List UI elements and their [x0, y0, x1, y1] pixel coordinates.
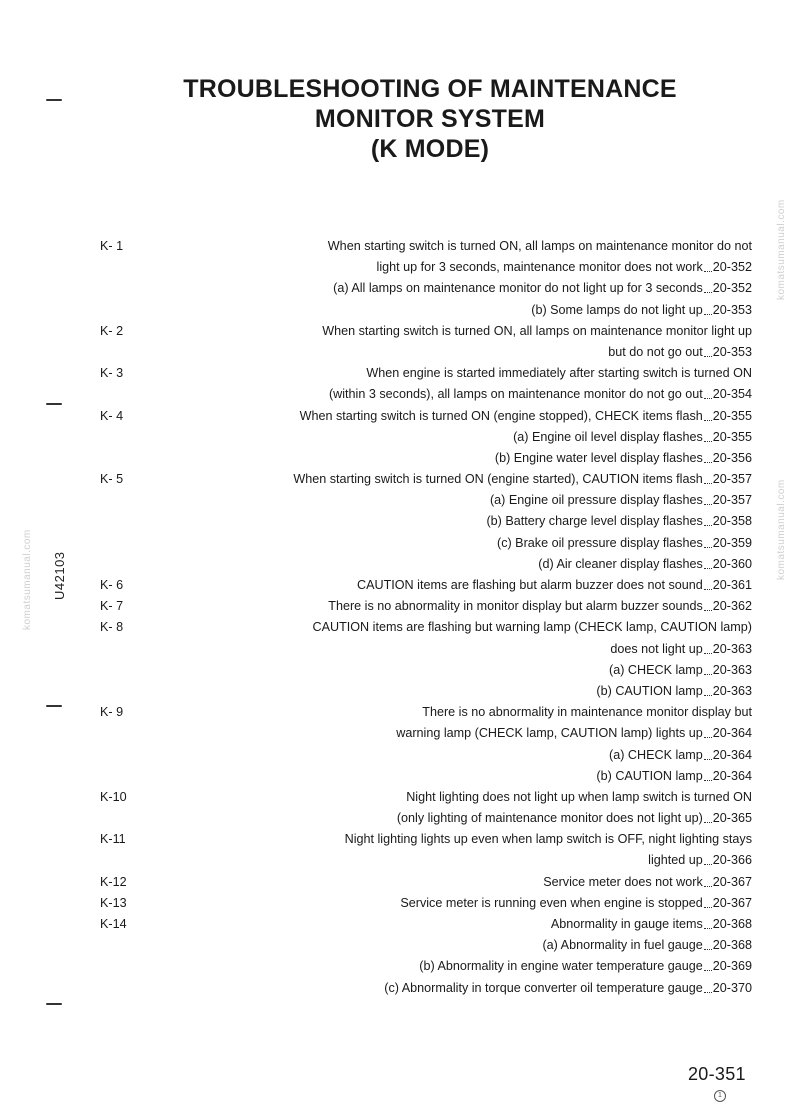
toc-row	[0, 787, 794, 808]
toc-entry	[396, 723, 752, 744]
toc-page-ref: 20-363	[712, 641, 752, 656]
toc-code: K- 5	[100, 472, 124, 487]
toc-leader-dots	[704, 427, 712, 442]
toc-page-ref: 20-369	[712, 959, 752, 974]
toc-entry-text: (b) Abnormality in engine water temperature gauge	[419, 959, 703, 974]
toc-leader-dots	[704, 469, 712, 484]
toc-leader-dots	[704, 554, 712, 569]
toc-leader-dots	[704, 533, 712, 548]
toc-entry	[542, 935, 752, 956]
toc-row	[0, 702, 794, 723]
binding-mark	[46, 99, 62, 101]
toc-entry	[648, 850, 752, 871]
toc-entry	[495, 448, 752, 469]
watermark-left: komatsumanual.com	[22, 529, 33, 630]
toc-entry	[322, 321, 752, 342]
toc-page-ref: 20-352	[712, 260, 752, 275]
toc-leader-dots	[704, 766, 712, 781]
toc-page-ref: 20-364	[712, 768, 752, 783]
toc-entry	[486, 511, 752, 532]
toc-row	[0, 617, 794, 638]
toc-entry-text: CAUTION items are flashing but warning lamp (CHECK lamp, CAUTION lamp)	[312, 620, 752, 635]
page-number: 20-351	[688, 1064, 746, 1084]
toc-leader-dots	[704, 914, 712, 929]
toc-entry-text: (b) Engine water level display flashes	[494, 450, 703, 465]
toc-row	[0, 681, 794, 702]
toc-entry-text: Abnormality in gauge items	[550, 917, 703, 931]
title-line-1: TROUBLESHOOTING OF MAINTENANCE	[183, 75, 677, 103]
toc-row	[0, 427, 794, 448]
toc-entry-text: does not light up	[610, 641, 703, 656]
toc-page-ref: 20-370	[712, 980, 752, 995]
toc-leader-dots	[704, 300, 712, 315]
toc-page-ref: 20-362	[712, 599, 752, 614]
toc-page-ref: 20-352	[712, 281, 752, 296]
toc-entry-text: (d) Air cleaner display flashes	[538, 556, 703, 571]
toc-entry	[596, 766, 752, 787]
toc-code: K- 9	[100, 705, 124, 720]
toc-page-ref: 20-357	[712, 493, 752, 508]
toc-page-ref: 20-361	[712, 578, 752, 592]
toc-code: K- 4	[100, 408, 124, 423]
toc-page-ref: 20-360	[712, 556, 752, 571]
toc-entry	[400, 893, 752, 914]
toc-row	[0, 278, 794, 299]
toc-row	[0, 660, 794, 681]
toc-leader-dots	[704, 278, 712, 293]
toc-entry	[377, 257, 752, 278]
toc-entry-text: When engine is started immediately after starting switch is turned ON	[366, 366, 752, 381]
toc-entry-text: There is no abnormality in monitor display but alarm buzzer sounds	[328, 599, 703, 614]
watermark-right: komatsumanual.com	[776, 479, 787, 580]
toc-entry-text: Service meter is running even when engine is stopped	[400, 895, 703, 910]
toc-page-ref: 20-355	[712, 408, 752, 423]
toc-row	[0, 490, 794, 511]
toc-entry-text: (only lighting of maintenance monitor does not light up)	[396, 811, 703, 826]
toc-entry	[551, 914, 752, 935]
toc-row	[0, 850, 794, 871]
toc-entry	[312, 617, 752, 638]
toc-entry	[610, 639, 752, 660]
toc-entry	[609, 745, 752, 766]
toc-row	[0, 723, 794, 744]
toc-row	[0, 596, 794, 617]
watermark-right-upper: komatsumanual.com	[776, 199, 787, 300]
toc-leader-dots	[704, 935, 712, 950]
toc-page-ref: 20-354	[712, 387, 752, 402]
toc-entry-text: When starting switch is turned ON, all lamps on maintenance monitor do not	[327, 239, 752, 253]
toc-leader-dots	[704, 893, 712, 908]
toc-entry-text: There is no abnormality in maintenance monitor display but	[422, 705, 752, 720]
toc-row	[0, 321, 794, 342]
toc-page-ref: 20-364	[712, 726, 752, 741]
toc-entry	[513, 427, 752, 448]
document-code: U42103	[52, 551, 67, 600]
toc-leader-dots	[704, 956, 712, 971]
toc-entry-text: (a) All lamps on maintenance monitor do not light up for 3 seconds	[333, 281, 703, 296]
toc-leader-dots	[704, 448, 712, 463]
toc-leader-dots	[704, 575, 712, 590]
toc-page-ref: 20-357	[712, 472, 752, 487]
toc-entry	[384, 978, 752, 999]
toc-entry-text: light up for 3 seconds, maintenance monitor does not work	[376, 260, 703, 275]
toc-leader-dots	[704, 681, 712, 696]
toc-code: K- 1	[100, 239, 124, 253]
toc-entry	[531, 300, 752, 321]
toc-entry-text: Service meter does not work	[543, 874, 703, 889]
toc-row	[0, 829, 794, 850]
title-line-2: MONITOR SYSTEM	[314, 105, 546, 133]
toc-entry-text: warning lamp (CHECK lamp, CAUTION lamp) lights up	[396, 726, 703, 741]
toc-entry	[357, 575, 752, 596]
toc-row	[0, 469, 794, 490]
toc-page-ref: 20-363	[712, 662, 752, 677]
toc-entry-text: (a) CHECK lamp	[609, 662, 703, 677]
toc-entry-text: CAUTION items are flashing but alarm buzzer does not sound	[356, 578, 703, 592]
toc-entry-text: (a) Engine oil level display flashes	[513, 429, 703, 444]
toc-leader-dots	[704, 808, 712, 823]
toc-row	[0, 914, 794, 935]
toc-page-ref: 20-366	[712, 853, 752, 868]
toc-leader-dots	[704, 490, 712, 505]
page-title	[120, 74, 740, 164]
toc-entry	[300, 406, 752, 427]
toc-entry	[490, 490, 752, 511]
toc-leader-dots	[704, 850, 712, 865]
toc-entry-text: (b) CAUTION lamp	[596, 768, 703, 783]
toc-page-ref: 20-368	[712, 917, 752, 931]
toc-code: K- 7	[100, 599, 124, 614]
toc-entry	[333, 278, 752, 299]
toc-code: K-11	[100, 832, 126, 847]
toc-row	[0, 978, 794, 999]
toc-row	[0, 236, 794, 257]
toc-entry-text: (within 3 seconds), all lamps on maintenance monitor do not go out	[328, 387, 703, 402]
toc-leader-dots	[704, 511, 712, 526]
toc-entry	[419, 956, 752, 977]
toc-row	[0, 554, 794, 575]
revision-mark: 1	[714, 1090, 726, 1102]
toc-leader-dots	[704, 342, 712, 357]
toc-entry	[329, 384, 752, 405]
toc-code: K-13	[100, 895, 127, 910]
toc-entry-text: When starting switch is turned ON (engine stopped), CHECK items flash	[299, 408, 703, 423]
toc-entry	[497, 533, 752, 554]
toc-page-ref: 20-363	[712, 683, 752, 698]
toc-leader-dots	[704, 745, 712, 760]
toc-leader-dots	[704, 257, 712, 272]
toc-entry-text: Night lighting lights up even when lamp switch is OFF, night lighting stays	[344, 832, 752, 847]
toc-leader-dots	[704, 596, 712, 611]
toc-page-ref: 20-367	[712, 874, 752, 889]
toc-row	[0, 872, 794, 893]
toc-row	[0, 511, 794, 532]
toc-leader-dots	[704, 406, 712, 421]
toc-row	[0, 935, 794, 956]
toc-row	[0, 300, 794, 321]
toc-code: K- 3	[100, 366, 124, 381]
toc-entry	[608, 342, 752, 363]
toc-leader-dots	[704, 872, 712, 887]
toc-page-ref: 20-353	[712, 302, 752, 317]
toc-row	[0, 448, 794, 469]
toc-page-ref: 20-365	[712, 811, 752, 826]
toc-page-ref: 20-358	[712, 514, 752, 529]
toc-entry	[328, 236, 752, 257]
toc-row	[0, 575, 794, 596]
toc-entry-text: but do not go out	[608, 344, 703, 359]
toc-page-ref: 20-355	[712, 429, 752, 444]
toc-entry	[422, 702, 752, 723]
toc-entry	[596, 681, 752, 702]
toc-entry	[609, 660, 752, 681]
toc-code: K- 6	[100, 578, 124, 592]
toc-entry-text: Night lighting does not light up when lamp switch is turned ON	[406, 789, 752, 804]
toc-leader-dots	[704, 978, 712, 993]
toc-entry	[406, 787, 752, 808]
toc-code: K- 2	[100, 323, 124, 338]
toc-entry-text: (b) Some lamps do not light up	[531, 302, 703, 317]
toc-leader-dots	[704, 723, 712, 738]
toc-row	[0, 257, 794, 278]
toc-page-ref: 20-364	[712, 747, 752, 762]
toc-entry-text: (c) Abnormality in torque converter oil temperature gauge	[384, 980, 703, 995]
toc-entry	[345, 829, 752, 850]
toc-row	[0, 956, 794, 977]
toc-page-ref: 20-368	[712, 938, 752, 953]
toc-entry	[543, 872, 752, 893]
toc-row	[0, 363, 794, 384]
toc-leader-dots	[704, 639, 712, 654]
toc-entry-text: (a) Abnormality in fuel gauge	[542, 938, 703, 953]
toc-row	[0, 808, 794, 829]
toc-page-ref: 20-359	[712, 535, 752, 550]
toc-entry	[293, 469, 752, 490]
toc-row	[0, 384, 794, 405]
toc-entry-text: (a) CHECK lamp	[609, 747, 703, 762]
toc-row	[0, 639, 794, 660]
toc-row	[0, 406, 794, 427]
toc-entry-text: lighted up	[648, 853, 703, 868]
toc-code: K- 8	[100, 620, 124, 635]
toc-leader-dots	[704, 384, 712, 399]
toc-page-ref: 20-356	[712, 450, 752, 465]
toc-leader-dots	[704, 660, 712, 675]
toc-code: K-12	[100, 874, 127, 889]
toc-page-ref: 20-367	[712, 895, 752, 910]
toc-row	[0, 766, 794, 787]
toc-row	[0, 745, 794, 766]
toc-page-ref: 20-353	[712, 344, 752, 359]
toc-entry-text: (a) Engine oil pressure display flashes	[489, 493, 703, 508]
toc-row	[0, 342, 794, 363]
toc-code: K-14	[100, 917, 127, 931]
toc-entry-text: When starting switch is turned ON (engine started), CAUTION items flash	[293, 472, 703, 487]
toc-entry	[328, 596, 752, 617]
toc-row	[0, 533, 794, 554]
binding-mark	[46, 1003, 62, 1005]
toc-entry-text: (b) CAUTION lamp	[596, 683, 703, 698]
toc-code: K-10	[100, 789, 127, 804]
toc-entry	[397, 808, 752, 829]
table-of-contents	[0, 236, 794, 999]
toc-row	[0, 893, 794, 914]
toc-entry-text: (b) Battery charge level display flashes	[486, 514, 703, 529]
toc-entry	[366, 363, 752, 384]
toc-entry	[538, 554, 752, 575]
toc-entry-text: (c) Brake oil pressure display flashes	[497, 535, 703, 550]
title-line-3: (K MODE)	[370, 135, 490, 163]
toc-entry-text: When starting switch is turned ON, all lamps on maintenance monitor light up	[322, 323, 752, 338]
